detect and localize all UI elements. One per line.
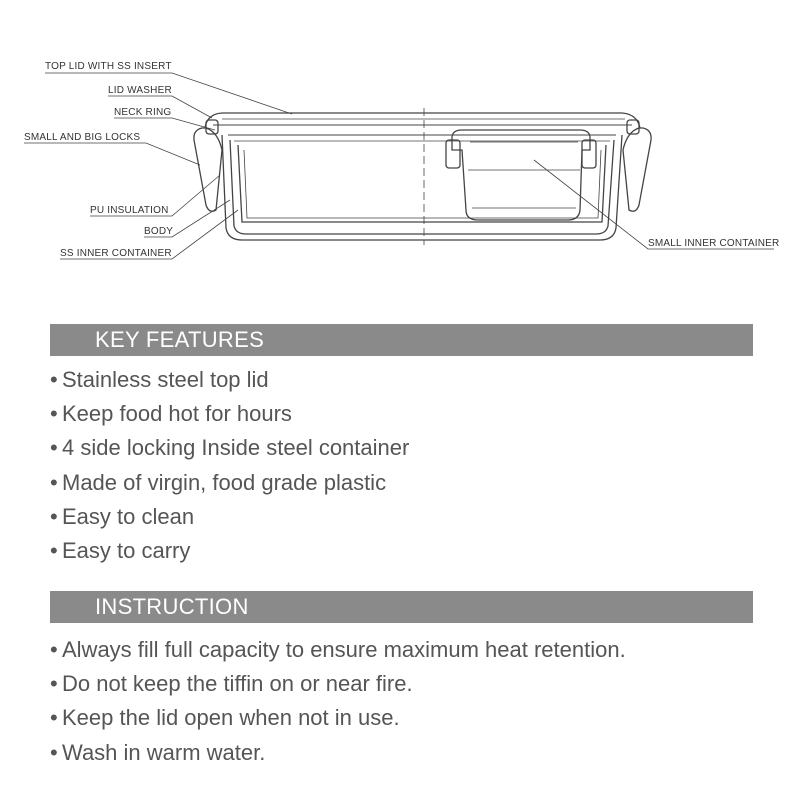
- label-ss-inner: SS INNER CONTAINER: [60, 248, 172, 259]
- list-item: • Stainless steel top lid: [50, 367, 269, 392]
- list-item: • Wash in warm water.: [50, 739, 266, 765]
- list-item: • Keep the lid open when not in use.: [50, 705, 400, 731]
- label-body: BODY: [144, 226, 174, 237]
- list-item: • Easy to carry: [50, 537, 191, 563]
- instruction-heading: INSTRUCTION: [50, 591, 753, 623]
- label-locks: SMALL AND BIG LOCKS: [24, 132, 141, 143]
- label-small-inner: SMALL INNER CONTAINER: [648, 238, 780, 249]
- instruction-section: [50, 591, 753, 770]
- instruction-list: [50, 633, 753, 770]
- key-features-list: [50, 363, 753, 568]
- key-features-heading: KEY FEATURES: [50, 324, 753, 356]
- label-pu-insulation: PU INSULATION: [90, 205, 169, 216]
- list-item: • Always fill full capacity to ensure maximum heat retention.: [50, 637, 626, 662]
- label-lid-washer: LID WASHER: [108, 85, 172, 96]
- left-lock-shape: [194, 128, 222, 211]
- list-item: • 4 side locking Inside steel container: [50, 435, 410, 461]
- label-neck-ring: NECK RING: [114, 107, 172, 118]
- list-item: • Keep food hot for hours: [50, 401, 292, 427]
- outer-body-shape: [222, 135, 622, 240]
- tiffin-cross-section-diagram: [0, 0, 800, 290]
- list-item: • Easy to clean: [50, 503, 195, 529]
- ss-inner-container-shape: [238, 145, 606, 222]
- label-top-lid: TOP LID WITH SS INSERT: [45, 61, 172, 72]
- small-inner-container-shape: [452, 130, 590, 220]
- key-features-section: [50, 324, 753, 568]
- right-lock-shape: [623, 128, 651, 211]
- top-lid-shape: [205, 113, 640, 128]
- list-item: • Do not keep the tiffin on or near fire.: [50, 671, 413, 697]
- list-item: • Made of virgin, food grade plastic: [50, 469, 387, 495]
